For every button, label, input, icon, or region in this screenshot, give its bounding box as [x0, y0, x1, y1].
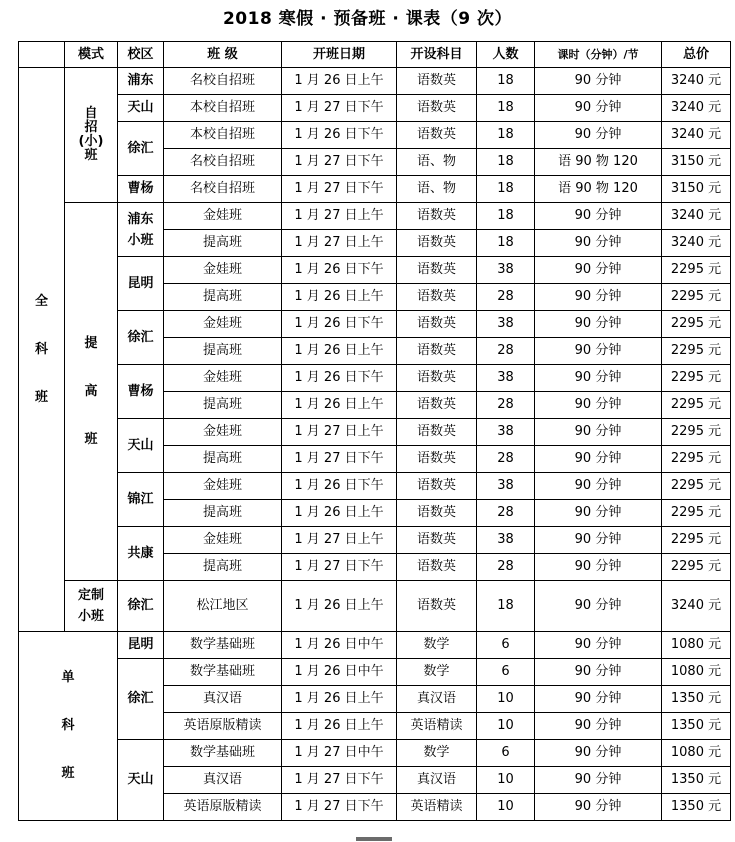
date-cell: 1 月 26 日上午 — [282, 500, 397, 527]
subject-cell: 语数英 — [397, 95, 477, 122]
class-cell: 本校自招班 — [164, 95, 282, 122]
capacity-cell: 28 — [477, 500, 535, 527]
price-cell: 2295 元 — [662, 311, 731, 338]
class-cell: 数学基础班 — [164, 740, 282, 767]
capacity-cell: 28 — [477, 392, 535, 419]
class-cell: 金娃班 — [164, 203, 282, 230]
table-row — [19, 95, 731, 122]
table-row — [19, 632, 731, 659]
table-row — [19, 122, 731, 149]
class-cell: 提高班 — [164, 230, 282, 257]
capacity-cell: 18 — [477, 149, 535, 176]
price-cell: 2295 元 — [662, 284, 731, 311]
category-single-subject — [19, 632, 118, 821]
class-cell: 本校自招班 — [164, 122, 282, 149]
date-cell: 1 月 26 日上午 — [282, 68, 397, 95]
category-all-subject-char: 全 — [34, 293, 48, 309]
category-single-subject-char: 班 — [61, 766, 75, 781]
class-cell: 数学基础班 — [164, 659, 282, 686]
schedule-table — [18, 41, 731, 821]
date-cell: 1 月 26 日下午 — [282, 365, 397, 392]
subject-cell: 语数英 — [397, 500, 477, 527]
table-row — [19, 311, 731, 338]
campus-cell: 浦东 小班 — [118, 203, 164, 257]
duration-cell: 90 分钟 — [535, 473, 662, 500]
price-cell: 2295 元 — [662, 473, 731, 500]
price-cell: 1350 元 — [662, 713, 731, 740]
mode-self-enrollment — [65, 68, 118, 203]
class-cell: 提高班 — [164, 554, 282, 581]
capacity-cell: 28 — [477, 284, 535, 311]
subject-cell: 语数英 — [397, 446, 477, 473]
capacity-cell: 28 — [477, 338, 535, 365]
date-cell: 1 月 26 日中午 — [282, 632, 397, 659]
class-cell: 金娃班 — [164, 419, 282, 446]
price-cell: 1350 元 — [662, 794, 731, 821]
price-cell: 3150 元 — [662, 149, 731, 176]
subject-cell: 语数英 — [397, 257, 477, 284]
capacity-cell: 38 — [477, 365, 535, 392]
capacity-cell: 18 — [477, 68, 535, 95]
mode-self-enrollment-char: (小) — [78, 134, 104, 149]
mode-self-enrollment-char: 班 — [84, 148, 98, 163]
header-row — [19, 42, 731, 68]
capacity-cell: 18 — [477, 176, 535, 203]
duration-cell: 90 分钟 — [535, 68, 662, 95]
date-cell: 1 月 26 日中午 — [282, 659, 397, 686]
class-cell: 英语原版精读 — [164, 713, 282, 740]
class-cell: 名校自招班 — [164, 68, 282, 95]
header-price: 总价 — [662, 42, 731, 68]
price-cell: 3240 元 — [662, 122, 731, 149]
subject-cell: 语数英 — [397, 365, 477, 392]
subject-cell: 数学 — [397, 632, 477, 659]
capacity-cell: 10 — [477, 767, 535, 794]
date-cell: 1 月 26 日上午 — [282, 284, 397, 311]
capacity-cell: 28 — [477, 446, 535, 473]
class-cell: 提高班 — [164, 500, 282, 527]
price-cell: 3240 元 — [662, 230, 731, 257]
header-start-date: 开班日期 — [282, 42, 397, 68]
class-cell: 金娃班 — [164, 473, 282, 500]
duration-cell: 90 分钟 — [535, 311, 662, 338]
campus-cell: 天山 — [118, 95, 164, 122]
table-row — [19, 257, 731, 284]
class-cell: 真汉语 — [164, 767, 282, 794]
table-row — [19, 176, 731, 203]
subject-cell: 英语精读 — [397, 713, 477, 740]
price-cell: 2295 元 — [662, 554, 731, 581]
capacity-cell: 38 — [477, 257, 535, 284]
price-cell: 1080 元 — [662, 632, 731, 659]
subject-cell: 数学 — [397, 659, 477, 686]
price-cell: 1080 元 — [662, 659, 731, 686]
duration-cell: 90 分钟 — [535, 554, 662, 581]
header-capacity: 人数 — [477, 42, 535, 68]
date-cell: 1 月 27 日下午 — [282, 149, 397, 176]
subject-cell: 语数英 — [397, 581, 477, 632]
campus-cell: 天山 — [118, 740, 164, 821]
date-cell: 1 月 26 日上午 — [282, 392, 397, 419]
date-cell: 1 月 26 日上午 — [282, 581, 397, 632]
duration-cell: 90 分钟 — [535, 686, 662, 713]
capacity-cell: 38 — [477, 527, 535, 554]
subject-cell: 数学 — [397, 740, 477, 767]
price-cell: 3240 元 — [662, 203, 731, 230]
capacity-cell: 10 — [477, 686, 535, 713]
date-cell: 1 月 26 日下午 — [282, 257, 397, 284]
document-title: 2018 寒假 · 预备班 · 课表（9 次） — [222, 9, 513, 29]
table-row — [19, 68, 731, 95]
date-cell: 1 月 27 日下午 — [282, 554, 397, 581]
duration-cell: 90 分钟 — [535, 767, 662, 794]
subject-cell: 语、物 — [397, 176, 477, 203]
duration-cell: 90 分钟 — [535, 122, 662, 149]
campus-cell: 锦江 — [118, 473, 164, 527]
duration-cell: 90 分钟 — [535, 392, 662, 419]
table-row — [19, 203, 731, 230]
price-cell: 2295 元 — [662, 500, 731, 527]
duration-cell: 90 分钟 — [535, 632, 662, 659]
class-cell: 金娃班 — [164, 527, 282, 554]
duration-cell: 90 分钟 — [535, 365, 662, 392]
table-row — [19, 365, 731, 392]
date-cell: 1 月 27 日上午 — [282, 419, 397, 446]
duration-cell: 90 分钟 — [535, 446, 662, 473]
capacity-cell: 18 — [477, 122, 535, 149]
duration-cell: 90 分钟 — [535, 500, 662, 527]
campus-cell: 昆明 — [118, 257, 164, 311]
date-cell: 1 月 26 日上午 — [282, 686, 397, 713]
table-row — [19, 419, 731, 446]
category-all-subject — [19, 68, 65, 632]
table-row — [19, 527, 731, 554]
category-all-subject-char: 科 — [34, 341, 48, 357]
duration-cell: 90 分钟 — [535, 527, 662, 554]
subject-cell: 语数英 — [397, 284, 477, 311]
mode-self-enrollment-char: 招 — [84, 120, 98, 135]
price-cell: 2295 元 — [662, 419, 731, 446]
subject-cell: 语数英 — [397, 527, 477, 554]
date-cell: 1 月 27 日下午 — [282, 767, 397, 794]
category-single-subject-char: 科 — [61, 718, 75, 733]
capacity-cell: 18 — [477, 230, 535, 257]
class-cell: 名校自招班 — [164, 176, 282, 203]
subject-cell: 语数英 — [397, 68, 477, 95]
capacity-cell: 38 — [477, 419, 535, 446]
class-cell: 金娃班 — [164, 365, 282, 392]
class-cell: 英语原版精读 — [164, 794, 282, 821]
date-cell: 1 月 27 日中午 — [282, 740, 397, 767]
campus-cell: 徐汇 — [118, 581, 164, 632]
duration-cell: 语 90 物 120 — [535, 176, 662, 203]
price-cell: 2295 元 — [662, 338, 731, 365]
subject-cell: 真汉语 — [397, 767, 477, 794]
mode-self-enrollment-char: 自 — [84, 106, 98, 121]
class-cell: 真汉语 — [164, 686, 282, 713]
table-row — [19, 581, 731, 632]
campus-cell: 共康 — [118, 527, 164, 581]
category-all-subject-char: 班 — [34, 389, 48, 405]
date-cell: 1 月 26 日下午 — [282, 473, 397, 500]
date-cell: 1 月 26 日上午 — [282, 338, 397, 365]
date-cell: 1 月 27 日下午 — [282, 95, 397, 122]
capacity-cell: 18 — [477, 581, 535, 632]
mode-advanced-char: 高 — [84, 383, 98, 399]
duration-cell: 90 分钟 — [535, 581, 662, 632]
date-cell: 1 月 27 日上午 — [282, 230, 397, 257]
price-cell: 3240 元 — [662, 68, 731, 95]
capacity-cell: 18 — [477, 203, 535, 230]
subject-cell: 语、物 — [397, 149, 477, 176]
category-single-subject-char: 单 — [61, 670, 75, 685]
date-cell: 1 月 27 日上午 — [282, 203, 397, 230]
date-cell: 1 月 27 日下午 — [282, 176, 397, 203]
capacity-cell: 6 — [477, 632, 535, 659]
duration-cell: 语 90 物 120 — [535, 149, 662, 176]
subject-cell: 英语精读 — [397, 794, 477, 821]
price-cell: 1350 元 — [662, 686, 731, 713]
subject-cell: 语数英 — [397, 554, 477, 581]
date-cell: 1 月 27 日下午 — [282, 794, 397, 821]
subject-cell: 语数英 — [397, 392, 477, 419]
price-cell: 2295 元 — [662, 392, 731, 419]
duration-cell: 90 分钟 — [535, 794, 662, 821]
table-row — [19, 659, 731, 686]
subject-cell: 语数英 — [397, 311, 477, 338]
date-cell: 1 月 26 日下午 — [282, 122, 397, 149]
campus-cell: 徐汇 — [118, 311, 164, 365]
campus-cell: 天山 — [118, 419, 164, 473]
price-cell: 2295 元 — [662, 365, 731, 392]
capacity-cell: 38 — [477, 473, 535, 500]
capacity-cell: 6 — [477, 659, 535, 686]
campus-cell: 徐汇 — [118, 122, 164, 176]
capacity-cell: 38 — [477, 311, 535, 338]
subject-cell: 真汉语 — [397, 686, 477, 713]
class-cell: 提高班 — [164, 284, 282, 311]
subject-cell: 语数英 — [397, 473, 477, 500]
header-subjects: 开设科目 — [397, 42, 477, 68]
campus-cell: 浦东 — [118, 68, 164, 95]
header-campus: 校区 — [118, 42, 164, 68]
date-cell: 1 月 26 日上午 — [282, 713, 397, 740]
duration-cell: 90 分钟 — [535, 257, 662, 284]
header-duration: 课时（分钟）/节 — [535, 42, 662, 68]
date-cell: 1 月 27 日上午 — [282, 527, 397, 554]
duration-cell: 90 分钟 — [535, 230, 662, 257]
class-cell: 提高班 — [164, 392, 282, 419]
class-cell: 金娃班 — [164, 311, 282, 338]
class-cell: 松江地区 — [164, 581, 282, 632]
price-cell: 2295 元 — [662, 257, 731, 284]
subject-cell: 语数英 — [397, 419, 477, 446]
subject-cell: 语数英 — [397, 230, 477, 257]
header-mode: 模式 — [65, 42, 118, 68]
header-class: 班 级 — [164, 42, 282, 68]
price-cell: 2295 元 — [662, 527, 731, 554]
date-cell: 1 月 26 日下午 — [282, 311, 397, 338]
mode-advanced-char: 班 — [84, 431, 98, 447]
capacity-cell: 28 — [477, 554, 535, 581]
class-cell: 金娃班 — [164, 257, 282, 284]
price-cell: 1350 元 — [662, 767, 731, 794]
class-cell: 提高班 — [164, 446, 282, 473]
price-cell: 1080 元 — [662, 740, 731, 767]
duration-cell: 90 分钟 — [535, 338, 662, 365]
duration-cell: 90 分钟 — [535, 95, 662, 122]
duration-cell: 90 分钟 — [535, 713, 662, 740]
duration-cell: 90 分钟 — [535, 659, 662, 686]
subject-cell: 语数英 — [397, 203, 477, 230]
subject-cell: 语数英 — [397, 338, 477, 365]
capacity-cell: 6 — [477, 740, 535, 767]
price-cell: 3150 元 — [662, 176, 731, 203]
page-footer-mark — [356, 837, 392, 841]
header-corner — [19, 42, 65, 68]
duration-cell: 90 分钟 — [535, 203, 662, 230]
campus-cell: 曹杨 — [118, 365, 164, 419]
date-cell: 1 月 27 日下午 — [282, 446, 397, 473]
mode-custom-small-class: 定制 小班 — [65, 581, 118, 632]
capacity-cell: 10 — [477, 713, 535, 740]
duration-cell: 90 分钟 — [535, 419, 662, 446]
campus-cell: 徐汇 — [118, 659, 164, 740]
class-cell: 名校自招班 — [164, 149, 282, 176]
class-cell: 数学基础班 — [164, 632, 282, 659]
mode-advanced-char: 提 — [84, 335, 98, 351]
campus-cell: 曹杨 — [118, 176, 164, 203]
price-cell: 3240 元 — [662, 581, 731, 632]
table-row — [19, 473, 731, 500]
campus-cell: 昆明 — [118, 632, 164, 659]
capacity-cell: 18 — [477, 95, 535, 122]
capacity-cell: 10 — [477, 794, 535, 821]
price-cell: 2295 元 — [662, 446, 731, 473]
class-cell: 提高班 — [164, 338, 282, 365]
table-row — [19, 740, 731, 767]
duration-cell: 90 分钟 — [535, 284, 662, 311]
duration-cell: 90 分钟 — [535, 740, 662, 767]
price-cell: 3240 元 — [662, 95, 731, 122]
mode-advanced — [65, 203, 118, 581]
subject-cell: 语数英 — [397, 122, 477, 149]
